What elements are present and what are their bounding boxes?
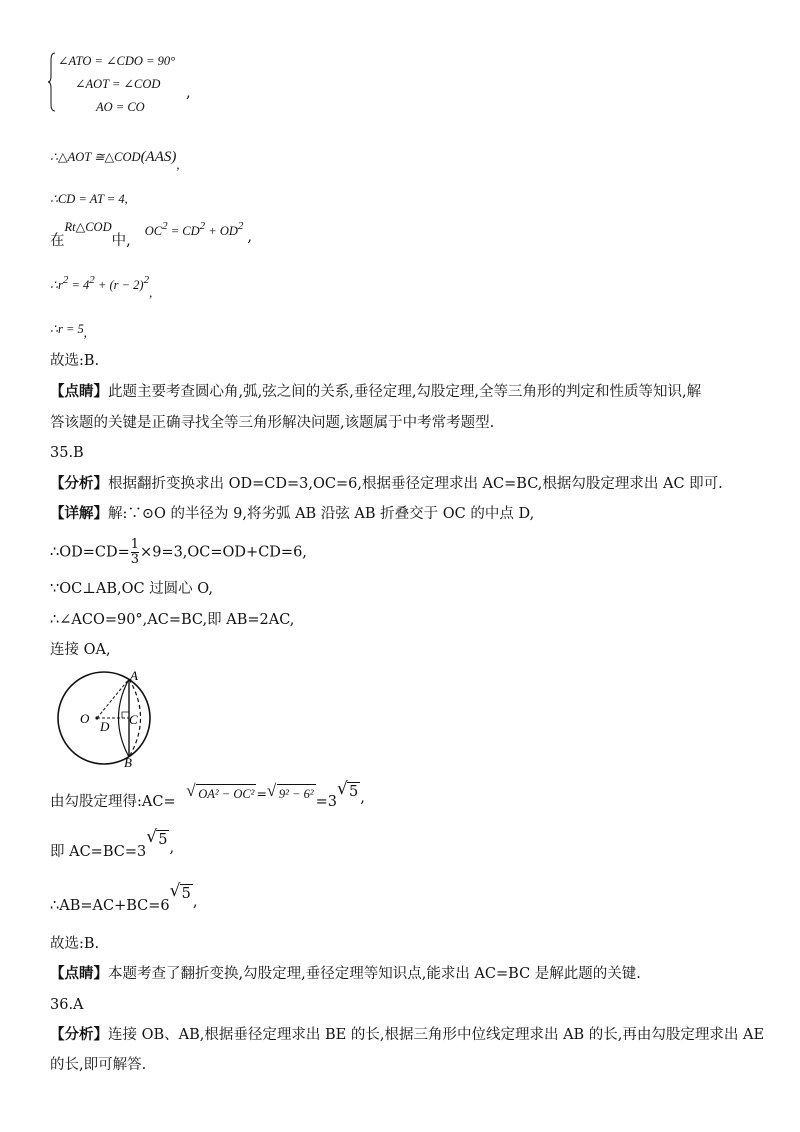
r-eq-2: = 4 — [68, 278, 90, 292]
radical-1-sign: √ — [186, 781, 196, 800]
radical-3 — [336, 779, 360, 801]
congruence-line — [50, 148, 180, 172]
pyth-equation — [144, 220, 244, 238]
connect-line: 连接 OA, — [50, 642, 111, 658]
r-value: ∴r = 5 — [50, 322, 84, 336]
q36-analysis-2: 的长,即可解答. — [50, 1057, 147, 1073]
od-post: ×9=3,OC=OD+CD=6, — [140, 544, 307, 561]
q35-comment-text: 本题考查了翻折变换,勾股定理,垂径定理等知识点,能求出 AC=BC 是解此题的关键. — [108, 966, 641, 982]
one-third-fraction — [131, 538, 139, 567]
ab-pre: ∴AB=AC+BC=6 — [50, 898, 170, 914]
radical-2 — [266, 781, 316, 803]
od-pre: ∴OD=CD= — [50, 544, 130, 561]
q36-analysis — [50, 1026, 764, 1044]
ac-pythagoras-line — [50, 779, 365, 811]
q36-analysis-text: 连接 OB、AB,根据垂径定理求出 BE 的长,根据三角形中位线定理求出 AB 的长,再由勾股定理求出 AE — [108, 1027, 765, 1043]
radical-1 — [186, 781, 256, 803]
r-equation-line — [50, 274, 153, 300]
frac-num: 1 — [130, 537, 140, 552]
radical-4-body: 5 — [158, 832, 168, 848]
r-eq-3: + (r − 2) — [94, 278, 144, 292]
cd-text: ∴CD = AT = 4 — [50, 192, 125, 206]
ab-line — [50, 881, 198, 915]
acbc-comma: , — [169, 840, 175, 856]
r-eq-1: ∴r — [50, 278, 63, 292]
q35-detail — [50, 505, 534, 523]
pyth-sup-2: 2 — [199, 220, 206, 232]
label-a: A — [130, 668, 138, 683]
r-sup-2: 2 — [89, 274, 95, 286]
acbc-pre: 即 AC=BC=3 — [50, 844, 147, 860]
rt-line — [50, 220, 253, 249]
radical-2-body: 9² − 6² — [277, 784, 316, 803]
angle-line: ∴∠ACO=90°,AC=BC,即 AB=2AC, — [50, 612, 295, 628]
perp-line: ∵OC⊥AB,OC 过圆心 O, — [50, 581, 213, 597]
congruence-text: ∴△AOT ≅△COD — [50, 150, 141, 164]
congruence-tail: , — [176, 158, 180, 172]
q35-answer: 故选:B. — [50, 936, 100, 952]
od-line — [50, 538, 307, 567]
radical-5-body: 5 — [181, 886, 191, 902]
r-sup-3: 2 — [143, 274, 150, 286]
label-o: O — [80, 711, 90, 726]
q35-analysis-tag: 【分析】 — [50, 475, 108, 492]
q35-detail-text: 解:∵⊙O 的半径为 9,将劣弧 AB 沿弦 AB 折叠交于 OC 的中点 D, — [108, 506, 535, 522]
r-value-line — [50, 320, 87, 338]
middle-word: 中, — [111, 233, 131, 249]
pyth-od: + OD — [205, 224, 238, 238]
radical-2-sign: √ — [266, 781, 277, 800]
radical-5-sign: √ — [169, 881, 181, 901]
left-brace — [48, 52, 56, 112]
q35-detail-tag: 【详解】 — [50, 505, 108, 522]
cd-line — [50, 190, 128, 208]
in-word: 在 — [50, 233, 65, 249]
ac-pre: 由勾股定理得:AC= — [50, 794, 176, 810]
pyth-tail: , — [247, 229, 253, 245]
pyth-sup-3: 2 — [237, 220, 244, 232]
rt-triangle: Rt△COD — [64, 220, 112, 234]
radical-1-body: OA² − OC² — [196, 784, 256, 803]
result-coefficient: =3 — [315, 794, 337, 810]
radical-5 — [169, 881, 193, 903]
q35-comment-tag: 【点睛】 — [50, 965, 108, 982]
q34-comment-tag: 【点睛】 — [50, 383, 108, 400]
radical-3-body: 5 — [348, 784, 359, 800]
r-tail: , — [149, 286, 153, 300]
pyth-cd: = CD — [167, 224, 200, 238]
q34-answer: 故选:B. — [50, 353, 100, 369]
pyth-oc: OC — [144, 224, 163, 238]
acbc-line — [50, 827, 175, 861]
label-b: B — [124, 755, 132, 770]
q35-analysis — [50, 475, 723, 493]
q35-comment — [50, 965, 641, 983]
system-eq1: ∠ATO = ∠CDO = 90° — [58, 54, 176, 68]
system-tail: , — [186, 85, 191, 101]
q35-number: 35.B — [50, 445, 84, 461]
label-c: C — [129, 712, 138, 727]
q35-analysis-text: 根据翻折变换求出 OD=CD=3,OC=6,根据垂径定理求出 AC=BC,根据勾股定理求出 AC 即可. — [108, 476, 723, 492]
radical-4 — [146, 827, 169, 849]
q36-number: 36.A — [50, 997, 84, 1013]
ac-comma: , — [360, 790, 365, 806]
ab-comma: , — [192, 894, 198, 910]
system-eq2: ∠AOT = ∠COD — [75, 77, 161, 91]
congruence-reason: (AAS) — [140, 149, 177, 165]
circle-figure — [48, 666, 158, 770]
r-sup-1: 2 — [62, 274, 69, 286]
r-value-tail: , — [83, 326, 87, 340]
q36-analysis-tag: 【分析】 — [50, 1026, 108, 1043]
radical-3-sign: √ — [336, 779, 348, 799]
frac-den: 3 — [130, 552, 140, 567]
system-eq3: AO = CO — [96, 100, 145, 114]
radical-4-sign: √ — [146, 827, 158, 847]
cd-tail: , — [124, 192, 128, 206]
q34-comment — [50, 383, 701, 401]
q34-comment-text: 此题主要考查圆心角,弧,弦之间的关系,垂径定理,勾股定理,全等三角形的判定和性质等知识,解 — [108, 384, 702, 400]
pyth-sup-1: 2 — [162, 220, 168, 232]
q34-comment-2: 答该题的关键是正确寻找全等三角形解决问题,该题属于中考常考题型. — [50, 415, 495, 431]
equals-sign: = — [256, 786, 267, 801]
label-d: D — [100, 719, 110, 734]
